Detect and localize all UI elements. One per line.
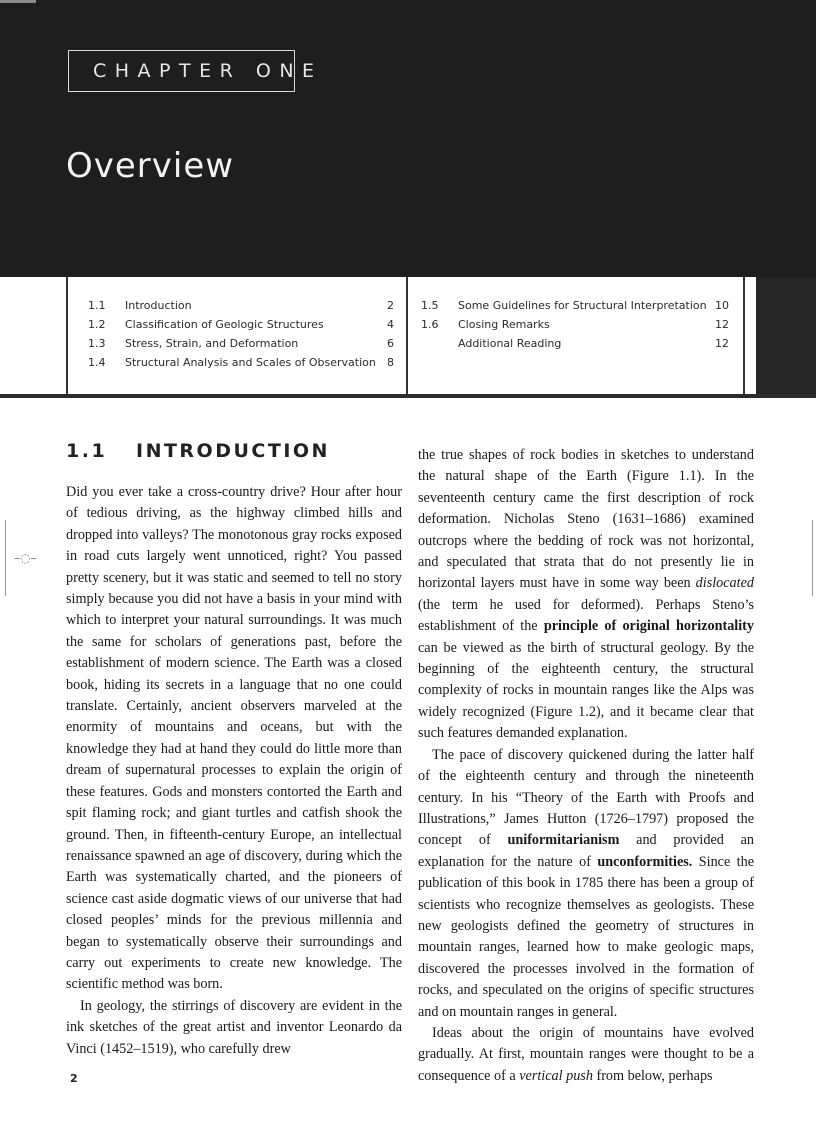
- paragraph: [418, 445, 754, 745]
- crop-mark-left: [5, 520, 6, 596]
- text-run: Ideas about the origin of mountains have evolved gradually. At first, mountain ranges were thought to be a consequence of a: [418, 1024, 754, 1084]
- toc-entry-page: 4: [387, 318, 394, 331]
- key-term: principle of original horizontality: [543, 618, 755, 635]
- text-run: Since the publication of this book in 1785 there has been a group of scientists who recognize themselves as geologists. These new geologists defined the geometry of structures in mountain ranges, learned how to make geologic maps, discovered the processes involved in the formation of rocks, and speculated on the origins of specific structures and on mountain ranges in general.: [418, 853, 755, 1020]
- toc-entry-number: 1.5: [421, 299, 439, 312]
- chapter-contents: [0, 277, 816, 395]
- toc-bottom-rule: [0, 394, 816, 398]
- toc-entry-title: Introduction: [125, 299, 192, 312]
- toc-entry[interactable]: [421, 317, 729, 333]
- toc-entry-page: 12: [715, 318, 729, 331]
- toc-divider-right: [743, 277, 745, 395]
- header-top-rule: [0, 0, 36, 3]
- toc-entry-title: Additional Reading: [458, 337, 562, 350]
- text-run: The pace of discovery quickened during the latter half of the eighteenth century and through the nineteenth century. In his “Theory of the Earth with Proofs and Illustrations,” James Hutton (1726–1797) proposed the concept of: [418, 746, 754, 849]
- toc-entry-page: 6: [387, 337, 394, 350]
- page-number: 2: [70, 1072, 78, 1085]
- section-number: 1.1: [66, 440, 108, 462]
- toc-entry[interactable]: [88, 336, 394, 352]
- paragraph: [418, 745, 754, 1023]
- toc-entry-title: Structural Analysis and Scales of Observation: [125, 356, 376, 369]
- toc-entry-title: Classification of Geologic Structures: [125, 318, 324, 331]
- toc-side-block: [756, 277, 816, 395]
- toc-entry-number: 1.4: [88, 356, 106, 369]
- text-run: the true shapes of rock bodies in sketches to understand the natural shape of the Earth (Figure 1.1). In the seventeenth century came the first description of rock deformation. Nicholas Steno (1631–1686) examined outcrops where the bedding of rock was not horizontal, and speculated that strata that do not presently lie in horizontal layers must have in some way been: [418, 447, 754, 592]
- chapter-header-band: [0, 0, 816, 277]
- right-column: [418, 445, 754, 1087]
- text-run: (the term he used for deformed). Perhaps Steno’s establishment of the: [418, 596, 754, 635]
- chapter-label: CHAPTER ONE: [93, 60, 323, 82]
- text-run: and provided an explanation for the nature of: [418, 832, 754, 870]
- text-run: from below, perhaps: [592, 1067, 713, 1084]
- left-column: [66, 440, 402, 1060]
- chapter-label-box: [68, 50, 323, 92]
- chapter-title: Overview: [66, 146, 235, 186]
- paragraph: Did you ever take a cross-country drive? Hour after hour of tedious driving, as the highway climbed hills and dropped into valleys? The monotonous gray rocks exposed in road cuts largely went unnoticed, right? You passed pretty scenery, but it was static and seemed to tell no story simply because you did not have a basis in your mind with which to interpret your natural surroundings. It was much the same for scholars of generations past, before the establishment of modern science. The Earth was a closed book, hiding its secrets in a language that no one could translate. Certainly, ancient observers marveled at the enormity of mountains and oceans, but with the knowledge they had at hand they could do little more than dream of supernatural processes to explain the origin of these features. Gods and monsters contorted the Earth and spit flaming rock; and giant turtles and catfish shook the ground. Then, in fifteenth-century Europe, an intellectual renaissance spawned an age of discovery, during which the Earth was systematically charted, and the pioneers of science cast aside dogmatic views of our universe that had closed peoples’ minds for the previous millennia and began to systematically observe their surroundings and carry out experiments to create new knowledge. The scientific method was born.: [66, 484, 402, 993]
- toc-entry[interactable]: [88, 298, 394, 314]
- toc-entry[interactable]: [88, 317, 394, 333]
- toc-entry-number: 1.2: [88, 318, 106, 331]
- toc-entry-number: 1.3: [88, 337, 106, 350]
- toc-entry-title: Stress, Strain, and Deformation: [125, 337, 299, 350]
- text-run: can be viewed as the birth of structural geology. By the beginning of the eighteenth century, the structural complexity of rocks in mountain ranges like the Alps was widely recognized (Figure 1.2), and it became clear that such features demanded explanation.: [418, 639, 754, 742]
- crop-mark-right: [812, 520, 813, 596]
- toc-divider-left: [66, 277, 68, 395]
- toc-entry-page: 10: [715, 299, 729, 312]
- toc-entry[interactable]: [421, 298, 729, 314]
- toc-entry-number: 1.1: [88, 299, 106, 312]
- toc-entry[interactable]: [421, 336, 729, 352]
- toc-entry-page: 8: [387, 356, 394, 369]
- toc-divider-middle: [406, 277, 408, 395]
- emphasis-term: dislocated: [695, 575, 754, 592]
- emphasis-term: vertical push: [519, 1067, 593, 1084]
- key-term: uniformitarianism: [507, 832, 620, 849]
- toc-entry[interactable]: [88, 355, 394, 371]
- paragraph: In geology, the stirrings of discovery are evident in the ink sketches of the great artist and inventor Leonardo da Vinci (1452–1519), who carefully drew: [66, 997, 402, 1057]
- toc-entry-number: 1.6: [421, 318, 439, 331]
- registration-mark-icon: –◌–: [14, 551, 37, 565]
- toc-entry-page: 12: [715, 337, 729, 350]
- toc-entry-title: Closing Remarks: [458, 318, 550, 331]
- section-heading: [66, 440, 402, 470]
- toc-entry-title: Some Guidelines for Structural Interpretation: [458, 299, 707, 312]
- toc-entry-page: 2: [387, 299, 394, 312]
- paragraph: [418, 1023, 754, 1087]
- section-title: INTRODUCTION: [136, 440, 330, 462]
- key-term: unconformities.: [597, 853, 693, 870]
